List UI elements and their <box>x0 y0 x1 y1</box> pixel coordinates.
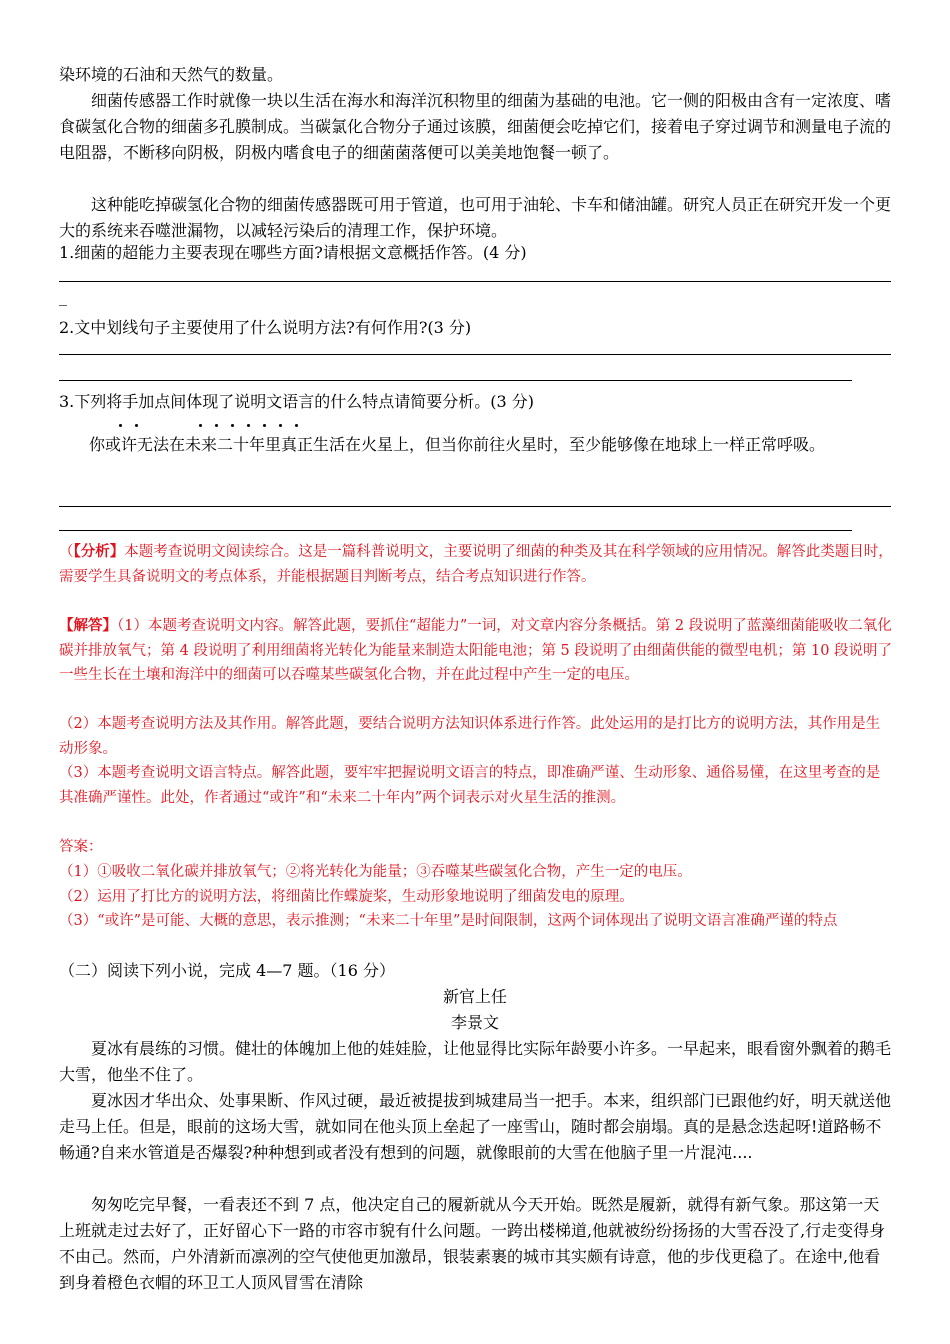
story-paragraph: 夏冰因才华出众、处事果断、作风过硬，最近被提拔到城建局当一把手。本来，组织部门已跟他约好，明天就送他走马上任。但是，眼前的这场大雪，就如同在他头顶上垒起了一座雪山，随时都会崩塌。真的是悬念迭起呀!道路畅不畅通?自来水管道是否爆裂?种种想到或者没有想到的问题，就像眼前的大雪在他脑子里一片混沌.... <box>59 1091 892 1162</box>
answer-2: （2）运用了打比方的说明方法，将细菌比作蝶旋桨，生动形象地说明了细菌发电的原理。 <box>59 889 634 905</box>
passage-line: 染环境的石油和天然气的数量。 <box>59 65 284 84</box>
question-3: 3.下列将手加点间体现了说明文语言的什么特点请简要分析。(3 分) <box>59 392 535 411</box>
question-3-sentence: 你或许无法在未来二十年里真正生活在火星上，但当你前往火星时，至少能够像在地球上一样正常呼吸。 <box>89 435 826 454</box>
answer-line <box>59 281 891 282</box>
story-paragraph: 夏冰有晨练的习惯。健壮的体魄加上他的娃娃脸，让他显得比实际年龄要小许多。一早起来，眼看窗外飘着的鹅毛大雪，他坐不住了。 <box>59 1039 892 1084</box>
question-2: 2.文中划线句子主要使用了什么说明方法?有何作用?(3 分) <box>59 318 472 337</box>
solution-part-1: （1）本题考查说明文内容。解答此题，要抓住“超能力”一词，对文章内容分条概括。第 2 段说明了蓝藻细菌能吸收二氧化碳并排放氧气；第 4 段说明了利用细菌将光转化为能量来制造太阳能电池；第 5 段说明了由细菌供能的微型电机；第 10 段说明了一些生长在土壤和海洋中的细菌可以吞噬某些碳氢化合物，并在此过程中产生一定的电压。 <box>59 618 893 684</box>
answer-line <box>59 354 891 355</box>
answer-1: （1）①吸收二氧化碳并排放氧气；②将光转化为能量；③吞噬某些碳氢化合物，产生一定的电压。 <box>59 864 692 880</box>
analysis-open-paren: （ <box>59 544 74 560</box>
answer-line-tail: _ <box>59 287 67 306</box>
story-title: 新官上任 <box>442 987 507 1006</box>
story-paragraph: 匆匆吃完早餐，一看表还不到 7 点，他决定自己的履新就从今天开始。既然是履新，就得有新气象。那这第一天上班就走过去好了，正好留心下一路的市容市貌有什么问题。一跨出楼梯道,他就被纷纷扬扬的大雪吞没了,行走变得身不由己。然而，户外清新而凛冽的空气使他更加激昂，银装素裹的城市其实颇有诗意，他的步伐更稳了。在途中,他看到身着橙色衣帽的环卫工人顶风冒雪在清除 <box>59 1195 886 1292</box>
solution-part-3: （3）本题考查说明文语言特点。解答此题，要牢牢把握说明文语言的特点，即准确严谨、生动形象、通俗易懂，在这里考查的是其准确严谨性。此处，作者通过“或许”和“未来二十年内”两个词表示对火星生活的推测。 <box>59 765 881 806</box>
story-author: 李景文 <box>450 1013 499 1032</box>
analysis-block <box>59 540 893 589</box>
question-1: 1.细菌的超能力主要表现在哪些方面?请根据文意概括作答。(4 分) <box>59 243 527 262</box>
solution-part-2: （2）本题考查说明方法及其作用。解答此题，要结合说明方法知识体系进行作答。此处运用的是打比方的说明方法，其作用是生动形象。 <box>59 716 881 757</box>
analysis-text: 本题考查说明文阅读综合。这是一篇科普说明文，主要说明了细菌的种类及其在科学领域的应用情况。解答此类题目时，需要学生具备说明文的考点体系，并能根据题目判断考点，结合考点知识进行作答。 <box>59 544 893 585</box>
passage-paragraph: 细菌传感器工作时就像一块以生活在海水和海洋沉积物里的细菌为基础的电池。它一侧的阳极由含有一定浓度、嗜食碳氢化合物的细菌多孔膜制成。当碳氯化合物分子通过该膜，细菌便会吃掉它们，接着电子穿过调节和测量电子流的电阻器，不断移向阴极，阴极内嗜食电子的细菌菌落便可以美美地饱餐一顿了。 <box>59 91 892 162</box>
passage-paragraph: 这种能吃掉碳氢化合物的细菌传感器既可用于管道，也可用于油轮、卡车和储油罐。研究人员正在研究开发一个更大的系统来吞噬泄漏物，以减轻污染后的清理工作，保护环境。 <box>59 195 892 240</box>
answer-3: （3）“或许”是可能、大概的意思，表示推测；“未来二十年里”是时间限制，这两个词体现出了说明文语言准确严谨的特点 <box>59 913 838 929</box>
answer-line <box>59 380 852 381</box>
answer-line <box>59 506 891 507</box>
analysis-label: 【分析】 <box>73 543 125 560</box>
solution-block <box>59 614 893 688</box>
answer-line <box>59 530 852 531</box>
solution-label: 【解答】 <box>59 617 117 634</box>
section-2-heading: （二）阅读下列小说，完成 4—7 题。（16 分） <box>59 961 395 980</box>
answers-label: 答案： <box>59 839 103 855</box>
